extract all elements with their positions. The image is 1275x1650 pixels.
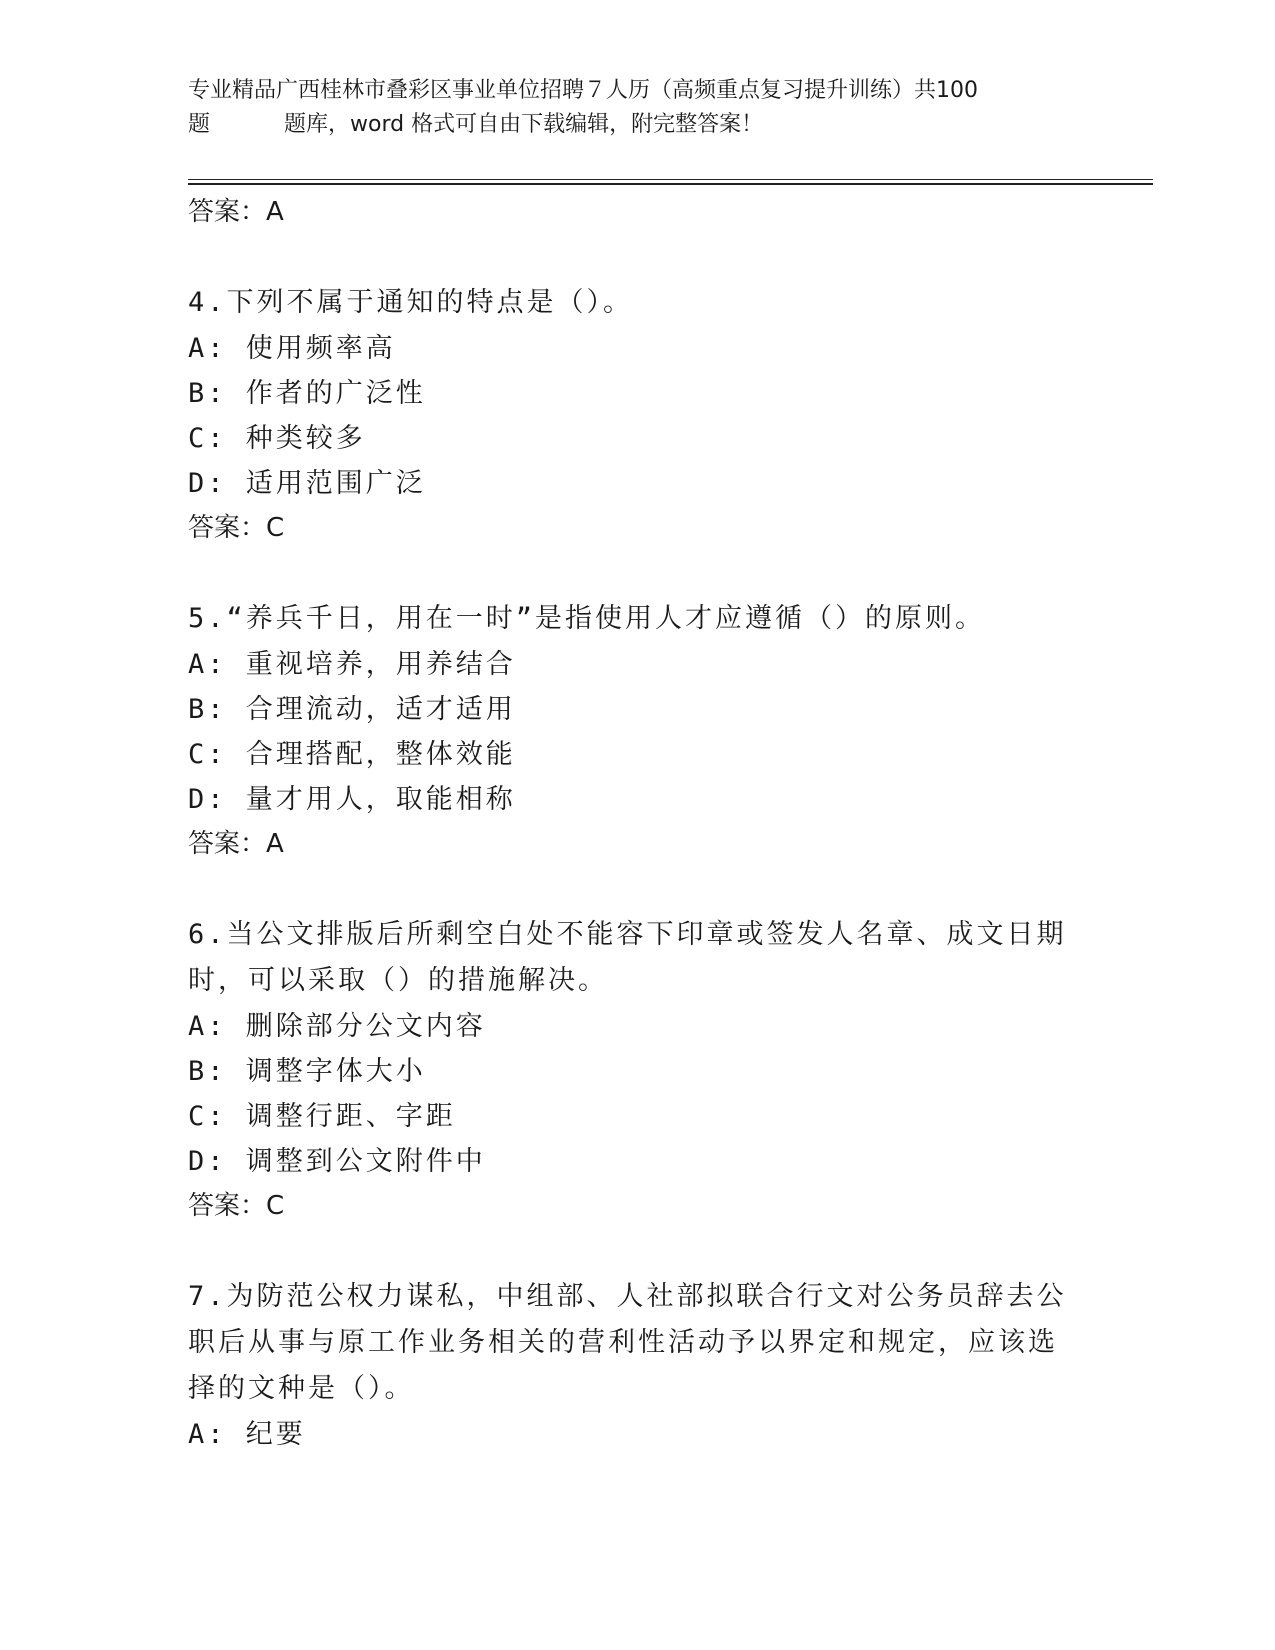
question-item — [188, 596, 1088, 866]
option-a: A: 使用频率高 — [188, 333, 396, 364]
header-divider-thin — [188, 179, 1153, 180]
page-header — [188, 74, 1088, 142]
option-d: D: 调整到公文附件中 — [188, 1146, 486, 1177]
question-item — [188, 1274, 1088, 1457]
option-b: B: 合理流动，适才适用 — [188, 694, 516, 725]
header-title-line-1: 专业精品广西桂林市叠彩区事业单位招聘７人历（高频重点复习提升训练）共100 — [188, 78, 978, 103]
header-title-line-2-head: 题 — [188, 112, 211, 137]
answer-line: 答案：A — [188, 197, 284, 227]
option-c: C: 调整行距、字距 — [188, 1101, 456, 1132]
option-a: A: 重视培养，用养结合 — [188, 649, 516, 680]
option-d: D: 适用范围广泛 — [188, 468, 426, 499]
answer-line: 答案：C — [188, 1191, 285, 1221]
option-a: A: 纪要 — [188, 1419, 306, 1450]
question-item — [188, 280, 1088, 550]
answer-line: 答案：A — [188, 829, 284, 859]
question-item — [188, 912, 1088, 1228]
question-text: 6.当公文排版后所剩空白处不能容下印章或签发人名章、成文日期时，可以采取（）的措施解决。 — [188, 919, 1067, 996]
option-c: C: 种类较多 — [188, 423, 366, 454]
option-d: D: 量才用人，取能相称 — [188, 784, 516, 815]
question-text: 4.下列不属于通知的特点是（）。 — [188, 287, 634, 318]
question-list — [188, 190, 1088, 1457]
answer-line: 答案：C — [188, 513, 285, 543]
option-b: B: 调整字体大小 — [188, 1056, 426, 1087]
question-text: 7.为防范公权力谋私，中组部、人社部拟联合行文对公务员辞去公职后从事与原工作业务相关的营利性活动予以界定和规定，应该选择的文种是（）。 — [188, 1281, 1067, 1404]
header-title-line-2 — [188, 108, 1088, 142]
header-title-line-2-tail: 题库，word 格式可自由下载编辑，附完整答案！ — [284, 112, 764, 137]
option-a: A: 删除部分公文内容 — [188, 1011, 486, 1042]
option-b: B: 作者的广泛性 — [188, 378, 426, 409]
option-c: C: 合理搭配，整体效能 — [188, 739, 516, 770]
question-text: 5.“养兵千日，用在一时”是指使用人才应遵循（）的原则。 — [188, 603, 986, 634]
header-divider-thick — [188, 183, 1153, 185]
